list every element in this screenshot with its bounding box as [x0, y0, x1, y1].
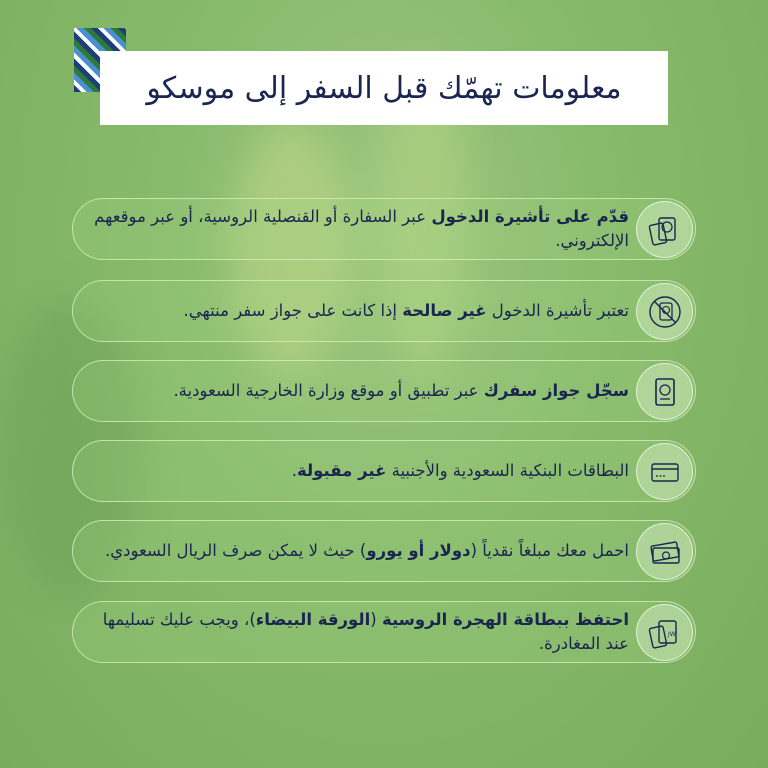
- info-text: [93, 521, 629, 581]
- body-text: .: [291, 461, 297, 480]
- body-text: ) حيث لا يمكن صرف الريال السعودي.: [104, 541, 367, 560]
- info-card: [72, 280, 696, 342]
- migration-card-icon: [636, 604, 693, 661]
- page-title: معلومات تهمّك قبل السفر إلى موسكو: [146, 70, 622, 106]
- info-text: [93, 199, 629, 259]
- emphasis-text: قدّم على تأشيرة الدخول: [431, 207, 629, 226]
- body-text: البطاقات البنكية السعودية والأجنبية: [386, 461, 629, 480]
- body-text: (: [370, 610, 382, 629]
- info-card: [72, 601, 696, 663]
- emphasis-text: دولار أو يورو: [366, 541, 471, 560]
- info-card: [72, 440, 696, 502]
- svg-text:JW: JW: [667, 630, 676, 638]
- body-text: عبر تطبيق أو موقع وزارة الخارجية السعودية.: [173, 381, 484, 400]
- info-card: [72, 198, 696, 260]
- info-text: [93, 361, 629, 421]
- emphasis-text: احتفظ ببطاقة الهجرة الروسية: [381, 610, 629, 629]
- info-text: [93, 441, 629, 501]
- info-text: [93, 602, 629, 662]
- emphasis-text: سجّل جواز سفرك: [483, 381, 629, 400]
- emphasis-text: الورقة البيضاء: [255, 610, 371, 629]
- body-text: احمل معك مبلغاً نقدياً (: [470, 541, 629, 560]
- emphasis-text: غير صالحة: [402, 301, 487, 320]
- body-text: إذا كانت على جواز سفر منتهي.: [183, 301, 403, 320]
- info-text: [93, 281, 629, 341]
- cash-icon: [636, 523, 693, 580]
- credit-card-icon: [636, 443, 693, 500]
- passport-visa-icon: [636, 201, 693, 258]
- passport-icon: [636, 363, 693, 420]
- body-text: )، ويجب عليك تسليمها عند المغادرة.: [102, 610, 629, 653]
- invalid-passport-icon: [636, 283, 693, 340]
- body-text: تعتبر تأشيرة الدخول: [486, 301, 629, 320]
- title-banner: [100, 51, 668, 125]
- info-card: [72, 360, 696, 422]
- emphasis-text: غير مقبولة: [296, 461, 387, 480]
- body-text: عبر السفارة أو القنصلية الروسية، أو عبر موقعهم الإلكتروني.: [94, 207, 629, 250]
- info-card: [72, 520, 696, 582]
